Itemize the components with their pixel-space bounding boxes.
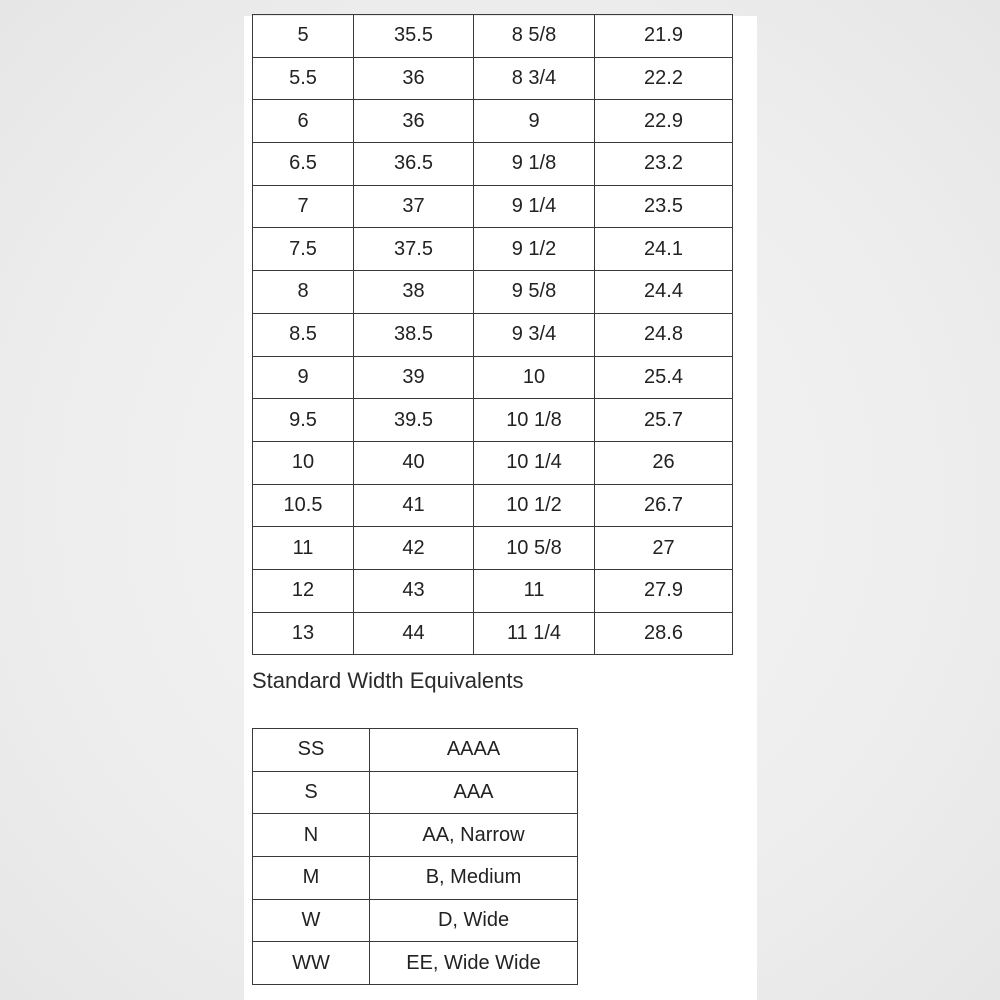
table-cell: 23.2 — [595, 143, 733, 186]
table-row — [253, 899, 578, 942]
table-cell: 24.4 — [595, 271, 733, 314]
table-cell: 6 — [253, 100, 354, 143]
table-cell: N — [253, 814, 370, 857]
table-cell: 40 — [354, 441, 474, 484]
table-row — [253, 356, 733, 399]
table-cell: AA, Narrow — [370, 814, 578, 857]
table-cell: 9 1/4 — [474, 185, 595, 228]
table-cell: 9 1/2 — [474, 228, 595, 271]
table-row — [253, 857, 578, 900]
table-row — [253, 484, 733, 527]
table-cell: SS — [253, 729, 370, 772]
table-row — [253, 15, 733, 58]
table-cell: 8 3/4 — [474, 57, 595, 100]
table-cell: 5 — [253, 15, 354, 58]
table-cell: 9 1/8 — [474, 143, 595, 186]
table-cell: 9.5 — [253, 399, 354, 442]
table-cell: 35.5 — [354, 15, 474, 58]
table-row — [253, 228, 733, 271]
table-cell: 25.4 — [595, 356, 733, 399]
table-cell: 39.5 — [354, 399, 474, 442]
table-cell: 37 — [354, 185, 474, 228]
table-cell: 6.5 — [253, 143, 354, 186]
table-row — [253, 612, 733, 655]
table-cell: 27.9 — [595, 569, 733, 612]
table-cell: 11 — [253, 527, 354, 570]
width-equivalents-heading: Standard Width Equivalents — [252, 668, 524, 693]
table-row — [253, 57, 733, 100]
table-row — [253, 441, 733, 484]
table-cell: 23.5 — [595, 185, 733, 228]
table-cell: 12 — [253, 569, 354, 612]
table-cell: 43 — [354, 569, 474, 612]
table-row — [253, 313, 733, 356]
table-cell: 24.8 — [595, 313, 733, 356]
table-row — [253, 271, 733, 314]
table-row — [253, 527, 733, 570]
table-cell: 9 — [253, 356, 354, 399]
table-cell: 36.5 — [354, 143, 474, 186]
table-cell: 41 — [354, 484, 474, 527]
table-cell: 10 1/2 — [474, 484, 595, 527]
table-cell: D, Wide — [370, 899, 578, 942]
width-table-body — [253, 729, 578, 985]
width-equivalents-table — [252, 728, 578, 985]
table-cell: 22.2 — [595, 57, 733, 100]
table-row — [253, 771, 578, 814]
table-row — [253, 942, 578, 985]
table-row — [253, 729, 578, 772]
table-cell: 11 1/4 — [474, 612, 595, 655]
table-cell: M — [253, 857, 370, 900]
table-cell: 10.5 — [253, 484, 354, 527]
table-cell: 10 — [474, 356, 595, 399]
table-cell: 10 — [253, 441, 354, 484]
table-cell: 38 — [354, 271, 474, 314]
table-cell: 9 5/8 — [474, 271, 595, 314]
table-cell: B, Medium — [370, 857, 578, 900]
table-cell: 11 — [474, 569, 595, 612]
table-cell: S — [253, 771, 370, 814]
table-cell: 8 5/8 — [474, 15, 595, 58]
size-table-body — [253, 15, 733, 655]
table-row — [253, 569, 733, 612]
table-cell: 26.7 — [595, 484, 733, 527]
table-cell: 8 — [253, 271, 354, 314]
table-cell: 28.6 — [595, 612, 733, 655]
table-cell: 7.5 — [253, 228, 354, 271]
size-conversion-table — [252, 14, 733, 655]
table-cell: 38.5 — [354, 313, 474, 356]
table-cell: 10 1/8 — [474, 399, 595, 442]
table-row — [253, 100, 733, 143]
table-cell: AAAA — [370, 729, 578, 772]
table-cell: 39 — [354, 356, 474, 399]
table-cell: 36 — [354, 57, 474, 100]
table-cell: 25.7 — [595, 399, 733, 442]
table-row — [253, 185, 733, 228]
table-cell: 44 — [354, 612, 474, 655]
table-cell: 21.9 — [595, 15, 733, 58]
table-cell: 37.5 — [354, 228, 474, 271]
document-page — [244, 16, 757, 1000]
table-row — [253, 814, 578, 857]
table-cell: 42 — [354, 527, 474, 570]
table-cell: 27 — [595, 527, 733, 570]
table-row — [253, 399, 733, 442]
table-cell: AAA — [370, 771, 578, 814]
table-cell: 9 3/4 — [474, 313, 595, 356]
table-cell: WW — [253, 942, 370, 985]
table-cell: 7 — [253, 185, 354, 228]
table-cell: 26 — [595, 441, 733, 484]
table-cell: 9 — [474, 100, 595, 143]
table-cell: 22.9 — [595, 100, 733, 143]
table-cell: 13 — [253, 612, 354, 655]
table-cell: 5.5 — [253, 57, 354, 100]
table-cell: 8.5 — [253, 313, 354, 356]
table-cell: 10 5/8 — [474, 527, 595, 570]
table-row — [253, 143, 733, 186]
table-cell: EE, Wide Wide — [370, 942, 578, 985]
table-cell: 10 1/4 — [474, 441, 595, 484]
table-cell: W — [253, 899, 370, 942]
table-cell: 36 — [354, 100, 474, 143]
table-cell: 24.1 — [595, 228, 733, 271]
